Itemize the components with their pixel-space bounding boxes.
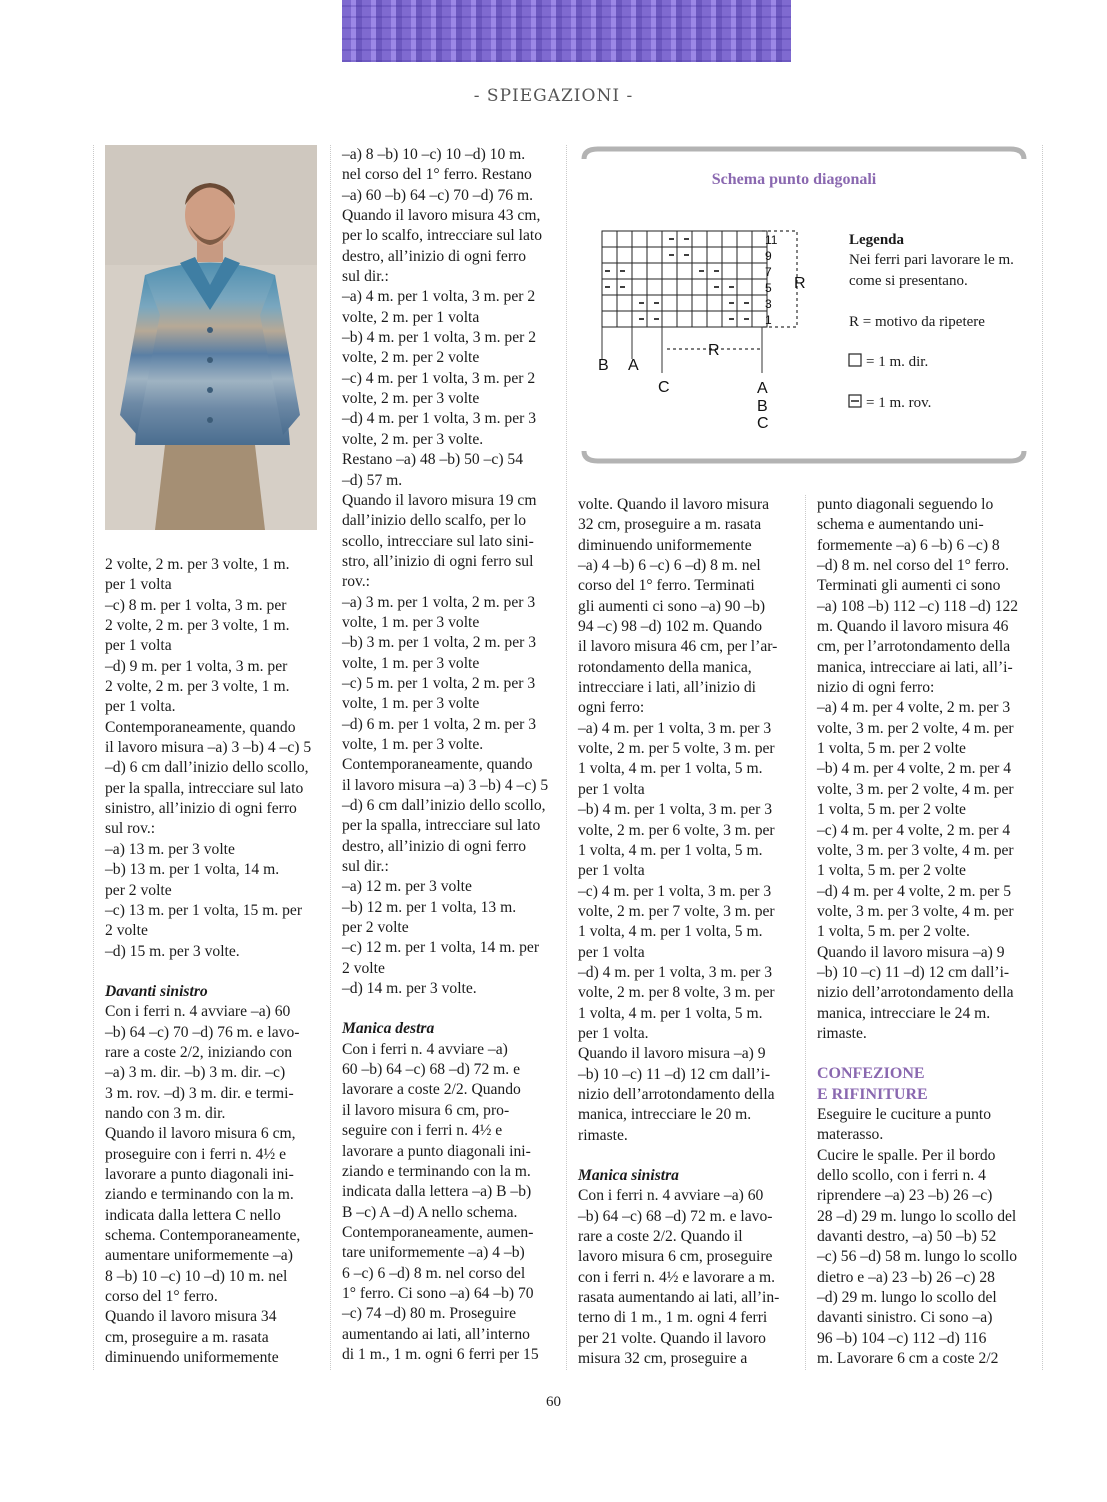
text-line: volte, 3 m. per 3 volte, 4 m. per	[817, 841, 1014, 859]
text-line: volte, 2 m. per 8 volte, 3 m. per	[578, 984, 775, 1002]
text-line: diminuendo uniformemente	[578, 536, 752, 554]
text-line: –a) 8 –b) 10 –c) 10 –d) 10 m.	[342, 146, 526, 163]
text-line: per 21 volte. Quando il lavoro	[578, 1329, 766, 1347]
text-line: volte, 3 m. per 2 volte, 4 m. per	[817, 719, 1014, 737]
marker-a: A	[628, 357, 639, 374]
legend-line: come si presentano.	[849, 273, 968, 289]
knit-symbol-icon	[849, 354, 861, 366]
text-column-2	[342, 145, 554, 1365]
text-line: –a) 4 m. per 1 volta, 3 m. per 3	[578, 719, 772, 737]
text-line: destro, all’inizio di ogni ferro	[342, 247, 527, 265]
text-line: –b) 3 m. per 1 volta, 2 m. per 3	[342, 634, 537, 652]
legend-knit: = 1 m. dir.	[866, 354, 929, 370]
text-line: –d) 4 m. per 1 volta, 3 m. per 3	[342, 410, 537, 428]
column-divider	[805, 495, 806, 1370]
text-line: 1° ferro. Ci sono –a) 64 –b) 70	[342, 1284, 534, 1302]
text-line: diminuendo uniformemente	[105, 1349, 279, 1367]
text-line: –c) 56 –d) 58 m. lungo lo scollo	[817, 1248, 1018, 1266]
text-line: 1 volta, 4 m. per 1 volta, 5 m.	[578, 1004, 763, 1022]
model-illustration	[105, 145, 317, 530]
page-number: 60	[546, 1394, 561, 1410]
marker-c2: C	[757, 415, 769, 432]
text-line: –d) 6 cm dall’inizio dello scollo,	[342, 797, 546, 814]
text-line: –c) 4 m. per 1 volta, 3 m. per 2	[342, 369, 536, 387]
section-title: - SPIEGAZIONI -	[473, 86, 634, 106]
text-line: Contemporaneamente, aumen-	[342, 1223, 534, 1241]
text-line: 1 volta, 4 m. per 1 volta, 5 m.	[578, 760, 763, 778]
text-line: per 1 volta	[578, 862, 645, 880]
column-divider	[1042, 145, 1043, 1370]
paragraph-spacer	[105, 962, 317, 982]
text-line: –c) 5 m. per 1 volta, 2 m. per 3	[342, 674, 536, 692]
text-line: per la spalla, intrecciare sul lato	[342, 817, 541, 835]
text-line: volte, 3 m. per 2 volte, 4 m. per	[817, 780, 1014, 798]
text-line: –d) 4 m. per 1 volta, 3 m. per 3	[578, 963, 773, 981]
text-line: –d) 15 m. per 3 volte.	[105, 942, 240, 960]
text-line: volte, 1 m. per 3 volte	[342, 613, 480, 631]
section-heading: CONFEZIONE	[817, 1065, 925, 1083]
text-line: –d) 14 m. per 3 volte.	[342, 980, 477, 998]
text-line: 2 volte	[105, 922, 148, 940]
text-line: sul dir.:	[342, 858, 389, 876]
text-line: 1 volta, 5 m. per 2 volte	[817, 801, 966, 819]
text-line: dello scollo, con i ferri n. 4	[817, 1167, 986, 1184]
row-number: 9	[765, 249, 772, 263]
text-line: rov.:	[342, 573, 371, 591]
text-line: intrecciare i lati, all’inizio di	[578, 679, 756, 697]
text-line: Quando il lavoro misura 34	[105, 1308, 277, 1326]
text-line: –b) 10 –c) 11 –d) 12 cm dall’i-	[817, 963, 1010, 981]
row-number: 7	[765, 265, 772, 279]
text-line: –c) 74 –d) 80 m. Proseguire	[342, 1305, 517, 1323]
text-line: punto diagonali seguendo lo	[817, 496, 994, 513]
text-line: destro, all’inizio di ogni ferro	[342, 837, 527, 855]
legend-repeat: R = motivo da ripetere	[849, 314, 985, 330]
text-line: sinistro, all’inizio di ogni ferro	[105, 800, 297, 818]
text-line: 1 volta, 4 m. per 1 volta, 5 m.	[578, 841, 763, 859]
text-line: –d) 9 m. per 1 volta, 3 m. per	[105, 657, 288, 675]
text-line: –a) 4 m. per 4 volte, 2 m. per 3	[817, 699, 1011, 717]
text-line: –a) 4 m. per 1 volta, 3 m. per 2	[342, 288, 536, 306]
text-line: 94 –c) 98 –d) 102 m. Quando	[578, 618, 763, 636]
text-line: 2 volte	[342, 959, 385, 977]
text-line: corso del 1° ferro.	[105, 1288, 218, 1306]
text-line: cm, per l’arrotondamento della	[817, 638, 1011, 656]
paragraph-spacer	[578, 1146, 790, 1166]
text-line: –d) 6 cm dall’inizio dello scollo,	[105, 759, 309, 777]
chart-frame	[578, 145, 1030, 465]
text-line: volte, 1 m. per 3 volte	[342, 654, 480, 672]
text-line: 60 –b) 64 –c) 68 –d) 72 m. e	[342, 1061, 520, 1079]
section-heading: E RIFINITURE	[817, 1085, 928, 1103]
text-line: –b) 64 –c) 68 –d) 72 m. e lavo-	[578, 1207, 773, 1225]
section-heading: Davanti sinistro	[105, 982, 208, 1000]
text-line: volte, 3 m. per 3 volte, 4 m. per	[817, 902, 1014, 920]
text-line: volte, 2 m. per 7 volte, 3 m. per	[578, 902, 775, 920]
text-line: Con i ferri n. 4 avviare –a) 60	[578, 1187, 764, 1205]
text-line: ogni ferro:	[578, 699, 645, 717]
model-photo	[105, 145, 317, 530]
text-line: 2 volte, 2 m. per 3 volte, 1 m.	[105, 617, 290, 635]
text-line: volte, 2 m. per 5 volte, 3 m. per	[578, 740, 775, 758]
text-line: volte, 2 m. per 3 volte	[342, 390, 480, 408]
text-line: cm, proseguire a m. rasata	[105, 1328, 269, 1346]
text-line: ziando e terminando con la m.	[342, 1162, 531, 1180]
text-line: Contemporaneamente, quando	[105, 718, 296, 736]
text-line: –d) 57 m.	[342, 471, 403, 489]
text-line: 1 volta, 5 m. per 2 volte	[817, 862, 966, 880]
text-line: m. Quando il lavoro misura 46	[817, 618, 1009, 636]
text-line: con i ferri n. 4½ e lavorare a m.	[578, 1268, 776, 1286]
text-line: 1 volta, 5 m. per 2 volte.	[817, 923, 970, 941]
text-line: per 2 volte	[342, 919, 409, 937]
text-column-3	[578, 495, 790, 1369]
text-line: per 1 volta	[578, 780, 645, 798]
row-number: 3	[765, 297, 772, 311]
text-line: rare a coste 2/2. Quando il	[578, 1228, 743, 1246]
text-line: sul rov.:	[105, 820, 156, 838]
text-line: sul dir.:	[342, 268, 389, 286]
text-line: 3 m. rov. –d) 3 m. dir. e termi-	[105, 1084, 294, 1102]
text-line: riprendere –a) 23 –b) 26 –c)	[817, 1187, 993, 1205]
section-heading: Manica destra	[342, 1020, 435, 1038]
marker-b2: B	[757, 398, 768, 415]
column-divider	[566, 145, 567, 1370]
text-line: manica, intrecciare le 20 m.	[578, 1106, 752, 1124]
text-line: dall’inizio dello scalfo, per lo	[342, 512, 527, 530]
text-line: per 1 volta	[578, 943, 645, 961]
text-line: –d) 6 m. per 1 volta, 2 m. per 3	[342, 715, 537, 733]
row-number: 5	[765, 281, 772, 295]
section-heading: Manica sinistra	[578, 1167, 679, 1184]
text-line: formemente –a) 6 –b) 6 –c) 8	[817, 536, 1000, 554]
text-line: Cucire le spalle. Per il bordo	[817, 1146, 996, 1164]
text-line: Con i ferri n. 4 avviare –a)	[342, 1040, 508, 1058]
text-line: –c) 4 m. per 4 volte, 2 m. per 4	[817, 821, 1011, 839]
text-line: per lo scalfo, intrecciare sul lato	[342, 227, 543, 245]
column-divider	[93, 145, 94, 1370]
text-line: –c) 4 m. per 1 volta, 3 m. per 3	[578, 882, 772, 900]
text-line: rimaste.	[578, 1126, 628, 1144]
text-line: –c) 13 m. per 1 volta, 15 m. per	[105, 901, 303, 919]
text-line: indicata dalla lettera C nello	[105, 1206, 281, 1224]
text-line: manica, intrecciare ai lati, all’i-	[817, 658, 1013, 676]
text-line: –d) 4 m. per 4 volte, 2 m. per 5	[817, 882, 1012, 900]
text-line: –b) 4 m. per 4 volte, 2 m. per 4	[817, 760, 1012, 778]
text-line: per 1 volta.	[578, 1024, 649, 1042]
text-line: volte, 2 m. per 6 volte, 3 m. per	[578, 821, 775, 839]
text-line: scollo, intrecciare sul lato sini-	[342, 532, 534, 550]
text-line: per 1 volta	[105, 637, 172, 655]
text-line: Con i ferri n. 4 avviare –a) 60	[105, 1003, 291, 1021]
text-line: 1 volta, 4 m. per 1 volta, 5 m.	[578, 923, 763, 941]
repeat-label-side: R	[794, 275, 806, 292]
text-line: –b) 4 m. per 1 volta, 3 m. per 2	[342, 329, 537, 347]
text-line: –b) 13 m. per 1 volta, 14 m.	[105, 861, 280, 879]
knit-swatch-image	[342, 0, 791, 62]
text-line: lavorare a coste 2/2. Quando	[342, 1081, 521, 1099]
text-line: manica, intrecciare le 24 m.	[817, 1004, 991, 1022]
text-line: terno di 1 m., 1 m. ogni 4 ferri	[578, 1309, 768, 1327]
text-line: 8 –b) 10 –c) 10 –d) 10 m. nel	[105, 1267, 288, 1285]
stitch-grid	[602, 231, 767, 327]
text-line: rimaste.	[817, 1024, 867, 1042]
text-line: lavoro misura 6 cm, proseguire	[578, 1248, 773, 1266]
text-line: schema. Contemporaneamente,	[105, 1227, 301, 1244]
text-line: per la spalla, intrecciare sul lato	[105, 779, 304, 797]
marker-a2: A	[757, 380, 768, 397]
text-line: m. Lavorare 6 cm a coste 2/2	[817, 1350, 999, 1368]
text-line: lavorare a punto diagonali ini-	[342, 1142, 531, 1160]
text-line: Terminati gli aumenti ci sono	[817, 577, 1001, 595]
text-line: Quando il lavoro misura 43 cm,	[342, 207, 541, 225]
text-column-1	[105, 555, 317, 1368]
column-divider	[330, 145, 331, 1370]
text-line: –a) 13 m. per 3 volte	[105, 840, 235, 858]
text-line: volte, 2 m. per 2 volte	[342, 349, 480, 367]
text-line: –a) 4 –b) 6 –c) 6 –d) 8 m. nel	[578, 557, 761, 575]
text-line: tare uniformemente –a) 4 –b)	[342, 1244, 525, 1262]
text-line: di 1 m., 1 m. ogni 6 ferri per 15	[342, 1345, 539, 1363]
text-line: corso del 1° ferro. Terminati	[578, 577, 755, 595]
text-line: gli aumenti ci sono –a) 90 –b)	[578, 597, 766, 615]
text-line: per 2 volte	[105, 881, 172, 899]
text-line: volte, 1 m. per 3 volte	[342, 695, 480, 713]
text-line: davanti sinistro. Ci sono –a)	[817, 1309, 993, 1327]
text-line: –a) 12 m. per 3 volte	[342, 878, 472, 896]
text-line: B –c) A –d) A nello schema.	[342, 1203, 518, 1221]
stitch-chart-box	[578, 145, 1030, 465]
text-line: volte, 2 m. per 1 volta	[342, 308, 480, 326]
text-line: 6 –c) 6 –d) 8 m. nel corso del	[342, 1264, 526, 1282]
text-line: –d) 29 m. lungo lo scollo del	[817, 1289, 997, 1307]
row-number: 11	[765, 233, 778, 247]
text-line: davanti destro, –a) 50 –b) 52	[817, 1228, 997, 1246]
text-line: seguire con i ferri n. 4½ e	[342, 1122, 503, 1140]
text-line: volte, 1 m. per 3 volte.	[342, 735, 484, 753]
legend-purl: = 1 m. rov.	[866, 395, 932, 411]
text-line: 2 volte, 2 m. per 3 volte, 1 m.	[105, 556, 290, 573]
text-line: proseguire con i ferri n. 4½ e	[105, 1145, 286, 1163]
text-line: –b) 64 –c) 70 –d) 76 m. e lavo-	[105, 1023, 300, 1041]
text-line: il lavoro misura –a) 3 –b) 4 –c) 5	[105, 739, 312, 757]
text-line: rasata aumentando ai lati, all’in-	[578, 1289, 780, 1307]
text-line: –a) 3 m. per 1 volta, 2 m. per 3	[342, 593, 536, 611]
text-line: per 1 volta.	[105, 698, 176, 716]
text-line: nel corso del 1° ferro. Restano	[342, 166, 532, 184]
repeat-label-bottom: R	[708, 342, 720, 359]
text-line: –c) 12 m. per 1 volta, 14 m. per	[342, 939, 540, 957]
text-line: 28 –d) 29 m. lungo lo scollo del	[817, 1207, 1017, 1225]
text-column-4	[817, 495, 1029, 1369]
chart-title: Schema punto diagonali	[711, 171, 877, 188]
text-line: –b) 10 –c) 11 –d) 12 cm dall’i-	[578, 1065, 771, 1083]
text-line: –c) 8 m. per 1 volta, 3 m. per	[105, 596, 287, 614]
text-line: schema e aumentando uni-	[817, 516, 984, 534]
text-line: materasso.	[817, 1126, 884, 1144]
text-line: volte, 2 m. per 3 volte.	[342, 430, 484, 448]
text-line: volte. Quando il lavoro misura	[578, 496, 769, 513]
text-line: il lavoro misura 46 cm, per l’ar-	[578, 638, 778, 656]
text-line: 2 volte, 2 m. per 3 volte, 1 m.	[105, 678, 290, 696]
text-line: il lavoro misura 6 cm, pro-	[342, 1101, 510, 1119]
text-line: Quando il lavoro misura –a) 9	[817, 943, 1005, 961]
row-number: 1	[765, 313, 772, 327]
text-line: dietro e –a) 23 –b) 26 –c) 28	[817, 1268, 995, 1286]
text-line: rotondamento della manica,	[578, 658, 752, 676]
text-line: indicata dalla lettera –a) B –b)	[342, 1183, 532, 1201]
text-line: lavorare a punto diagonali ini-	[105, 1165, 294, 1183]
text-line: Restano –a) 48 –b) 50 –c) 54	[342, 451, 524, 469]
text-line: stro, all’inizio di ogni ferro sul	[342, 552, 534, 570]
text-line: Quando il lavoro misura –a) 9	[578, 1045, 766, 1063]
text-line: Quando il lavoro misura 19 cm	[342, 491, 537, 509]
paragraph-spacer	[342, 999, 554, 1019]
text-line: aumentare uniformemente –a)	[105, 1247, 293, 1265]
text-line: –b) 12 m. per 1 volta, 13 m.	[342, 898, 517, 916]
text-line: Quando il lavoro misura 6 cm,	[105, 1125, 296, 1143]
legend-title: Legenda	[849, 232, 905, 248]
text-line: per 1 volta	[105, 576, 172, 594]
legend-line: Nei ferri pari lavorare le m.	[849, 252, 1014, 268]
text-line: nizio dell’arrotondamento della	[578, 1085, 775, 1103]
text-line: nizio di ogni ferro:	[817, 679, 935, 697]
paragraph-spacer	[817, 1044, 1029, 1064]
text-line: ziando e terminando con la m.	[105, 1186, 294, 1204]
text-line: –a) 108 –b) 112 –c) 118 –d) 122	[817, 597, 1019, 615]
text-line: aumentando ai lati, all’interno	[342, 1325, 530, 1343]
text-line: –a) 60 –b) 64 –c) 70 –d) 76 m.	[342, 186, 533, 204]
text-line: 32 cm, proseguire a m. rasata	[578, 516, 762, 534]
text-line: rare a coste 2/2, iniziando con	[105, 1043, 293, 1061]
text-line: 1 volta, 5 m. per 2 volte	[817, 740, 966, 758]
marker-b: B	[598, 357, 609, 374]
text-line: –d) 8 m. nel corso del 1° ferro.	[817, 557, 1010, 575]
text-line: 96 –b) 104 –c) 112 –d) 116	[817, 1329, 987, 1347]
text-line: –b) 4 m. per 1 volta, 3 m. per 3	[578, 801, 773, 819]
text-line: Eseguire le cuciture a punto	[817, 1105, 992, 1123]
text-line: nizio dell’arrotondamento della	[817, 984, 1014, 1002]
text-line: –a) 3 m. dir. –b) 3 m. dir. –c)	[105, 1064, 286, 1082]
marker-c: C	[658, 379, 670, 396]
text-line: misura 32 cm, proseguire a	[578, 1350, 748, 1368]
text-line: Contemporaneamente, quando	[342, 756, 533, 774]
text-line: il lavoro misura –a) 3 –b) 4 –c) 5	[342, 776, 549, 794]
text-line: nando con 3 m. dir.	[105, 1104, 226, 1122]
